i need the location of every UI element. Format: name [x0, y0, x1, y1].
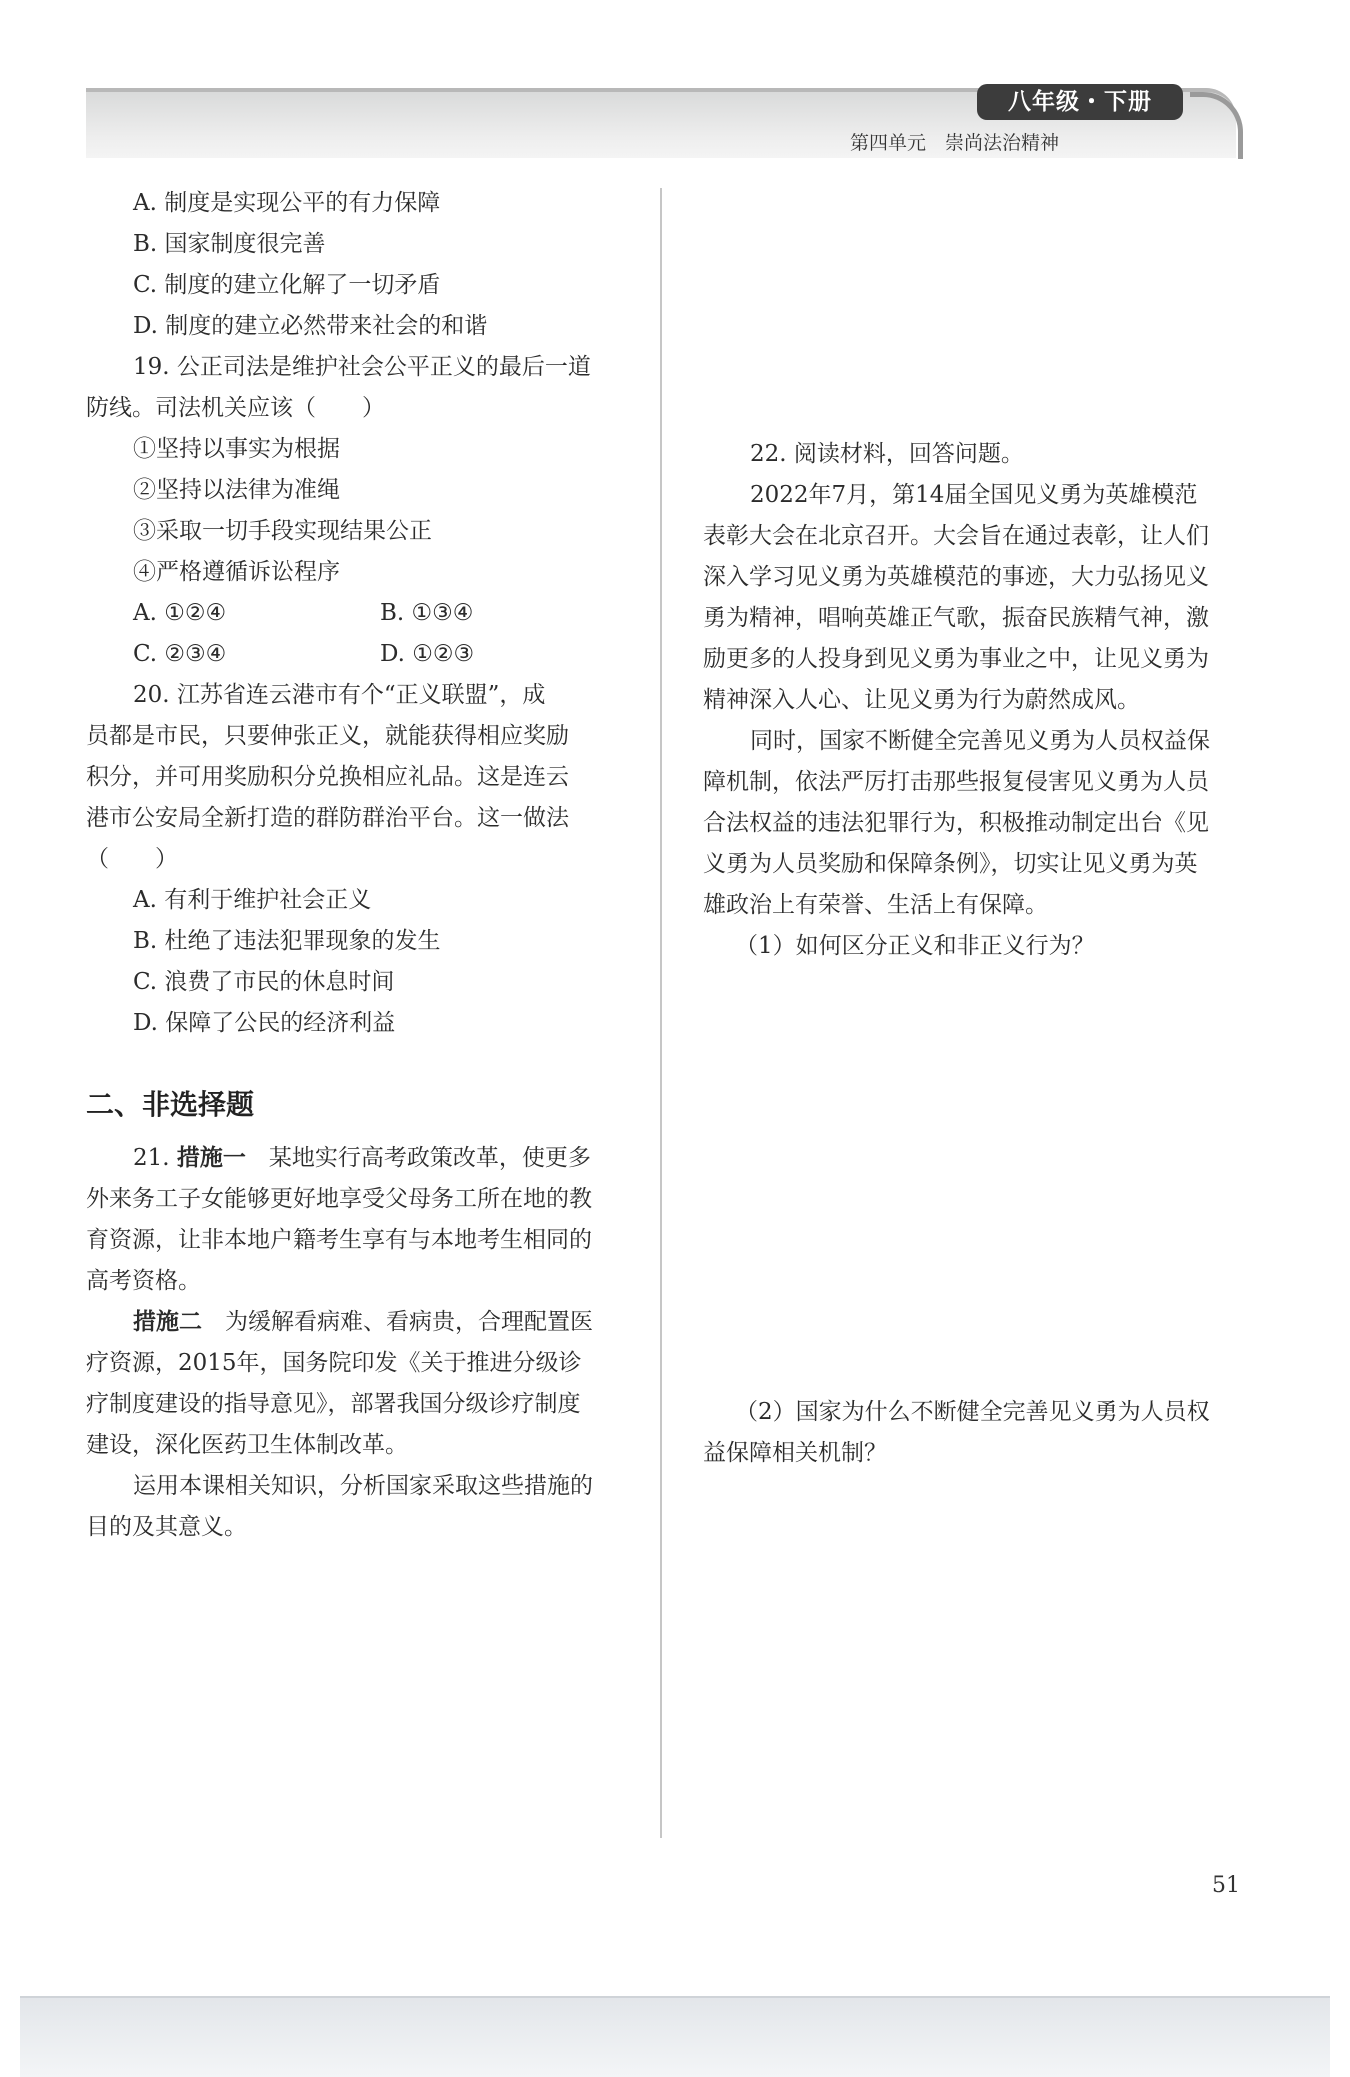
q19-item-3: ③采取一切手段实现结果公正: [133, 518, 432, 544]
q21-measure-2-label: 措施二: [133, 1309, 202, 1335]
q19-stem-line-2: 防线。司法机关应该（ ）: [86, 395, 385, 421]
q22-para2-line-1: 同时，国家不断健全完善见义勇为人员权益保: [750, 728, 1210, 754]
q21-measure-1-line-4: 高考资格。: [86, 1268, 201, 1294]
q20-stem-line-1: 20. 江苏省连云港市有个“正义联盟”，成: [133, 682, 546, 708]
q20-stem-line-2: 员都是市民，只要伸张正义，就能获得相应奖励: [86, 723, 569, 749]
q22-heading: 22. 阅读材料，回答问题。: [750, 441, 1024, 467]
q21-measure-2-line-1: [133, 1307, 593, 1337]
q19-item-1: ①坚持以事实为根据: [133, 436, 340, 462]
q22-para1-line-3: 深入学习见义勇为英雄模范的事迹，大力弘扬见义: [703, 564, 1209, 590]
q21-measure-2-line-3: 疗制度建设的指导意见》，部署我国分级诊疗制度: [86, 1391, 581, 1417]
q20-option-b: B. 杜绝了违法犯罪现象的发生: [133, 928, 441, 954]
q20-option-d: D. 保障了公民的经济利益: [133, 1010, 396, 1036]
q19-choice-c: C. ②③④: [133, 641, 227, 667]
q18-option-a: A. 制度是实现公平的有力保障: [133, 190, 441, 216]
q22-subquestion-2-line-1: （2）国家为什么不断健全完善见义勇为人员权: [735, 1399, 1210, 1425]
q21-task-line-2: 目的及其意义。: [86, 1514, 247, 1540]
q21-number: 21.: [133, 1145, 177, 1171]
q21-measure-1-text: 某地实行高考政策改革，使更多: [245, 1145, 591, 1171]
q21-task-line-1: 运用本课相关知识，分析国家采取这些措施的: [133, 1473, 593, 1499]
footer-band: [20, 1996, 1330, 2077]
column-divider: [660, 188, 662, 1838]
q22-para2-line-2: 障机制，依法严厉打击那些报复侵害见义勇为人员: [703, 769, 1209, 795]
unit-title: 第四单元 崇尚法治精神: [850, 132, 1060, 154]
q22-para2-line-4: 义勇为人员奖励和保障条例》，切实让见义勇为英: [703, 851, 1198, 877]
q20-stem-line-4: 港市公安局全新打造的群防群治平台。这一做法: [86, 805, 569, 831]
q22-para1-line-4: 勇为精神，唱响英雄正气歌，振奋民族精气神，激: [703, 605, 1209, 631]
page-number: 51: [1212, 1873, 1240, 1898]
section-title: 二、非选择题: [86, 1088, 255, 1121]
header-curl-decoration: [1190, 92, 1243, 159]
q18-option-b: B. 国家制度很完善: [133, 231, 326, 257]
q21-measure-1-line-1: [133, 1143, 591, 1173]
q22-subquestion-1: （1）如何区分正义和非正义行为？: [735, 933, 1095, 959]
grade-tag: 八年级・下册: [977, 84, 1183, 120]
q19-stem-line-1: 19. 公正司法是维护社会公平正义的最后一道: [133, 354, 591, 380]
q19-choice-d: D. ①②③: [380, 641, 475, 667]
q20-option-a: A. 有利于维护社会正义: [133, 887, 372, 913]
q21-measure-2-line-4: 建设，深化医药卫生体制改革。: [86, 1432, 408, 1458]
q21-measure-2-text: 为缓解看病难、看病贵，合理配置医: [202, 1309, 593, 1335]
q22-para1-line-1: 2022年7月，第14届全国见义勇为英雄模范: [750, 482, 1198, 508]
q22-para2-line-5: 雄政治上有荣誉、生活上有保障。: [703, 892, 1048, 918]
q19-choice-b: B. ①③④: [380, 600, 474, 626]
q20-option-c: C. 浪费了市民的休息时间: [133, 969, 395, 995]
q21-measure-1-label: 措施一: [176, 1145, 246, 1171]
q21-measure-1-line-2: 外来务工子女能够更好地享受父母务工所在地的教: [86, 1186, 592, 1212]
q22-subquestion-2-line-2: 益保障相关机制？: [703, 1440, 887, 1466]
q20-stem-line-5: （ ）: [86, 846, 178, 872]
q22-para1-line-2: 表彰大会在北京召开。大会旨在通过表彰，让人们: [703, 523, 1209, 549]
q21-measure-1-line-3: 育资源，让非本地户籍考生享有与本地考生相同的: [86, 1227, 592, 1253]
q22-para1-line-5: 励更多的人投身到见义勇为事业之中，让见义勇为: [703, 646, 1209, 672]
q22-para1-line-6: 精神深入人心、让见义勇为行为蔚然成风。: [703, 687, 1140, 713]
q19-choice-a: A. ①②④: [133, 600, 227, 626]
q18-option-c: C. 制度的建立化解了一切矛盾: [133, 272, 441, 298]
q18-option-d: D. 制度的建立必然带来社会的和谐: [133, 313, 488, 339]
q22-para2-line-3: 合法权益的违法犯罪行为，积极推动制定出台《见: [703, 810, 1209, 836]
q21-measure-2-line-2: 疗资源，2015年，国务院印发《关于推进分级诊: [86, 1350, 582, 1376]
q20-stem-line-3: 积分，并可用奖励积分兑换相应礼品。这是连云: [86, 764, 569, 790]
q19-item-4: ④严格遵循诉讼程序: [133, 559, 340, 585]
q19-item-2: ②坚持以法律为准绳: [133, 477, 340, 503]
